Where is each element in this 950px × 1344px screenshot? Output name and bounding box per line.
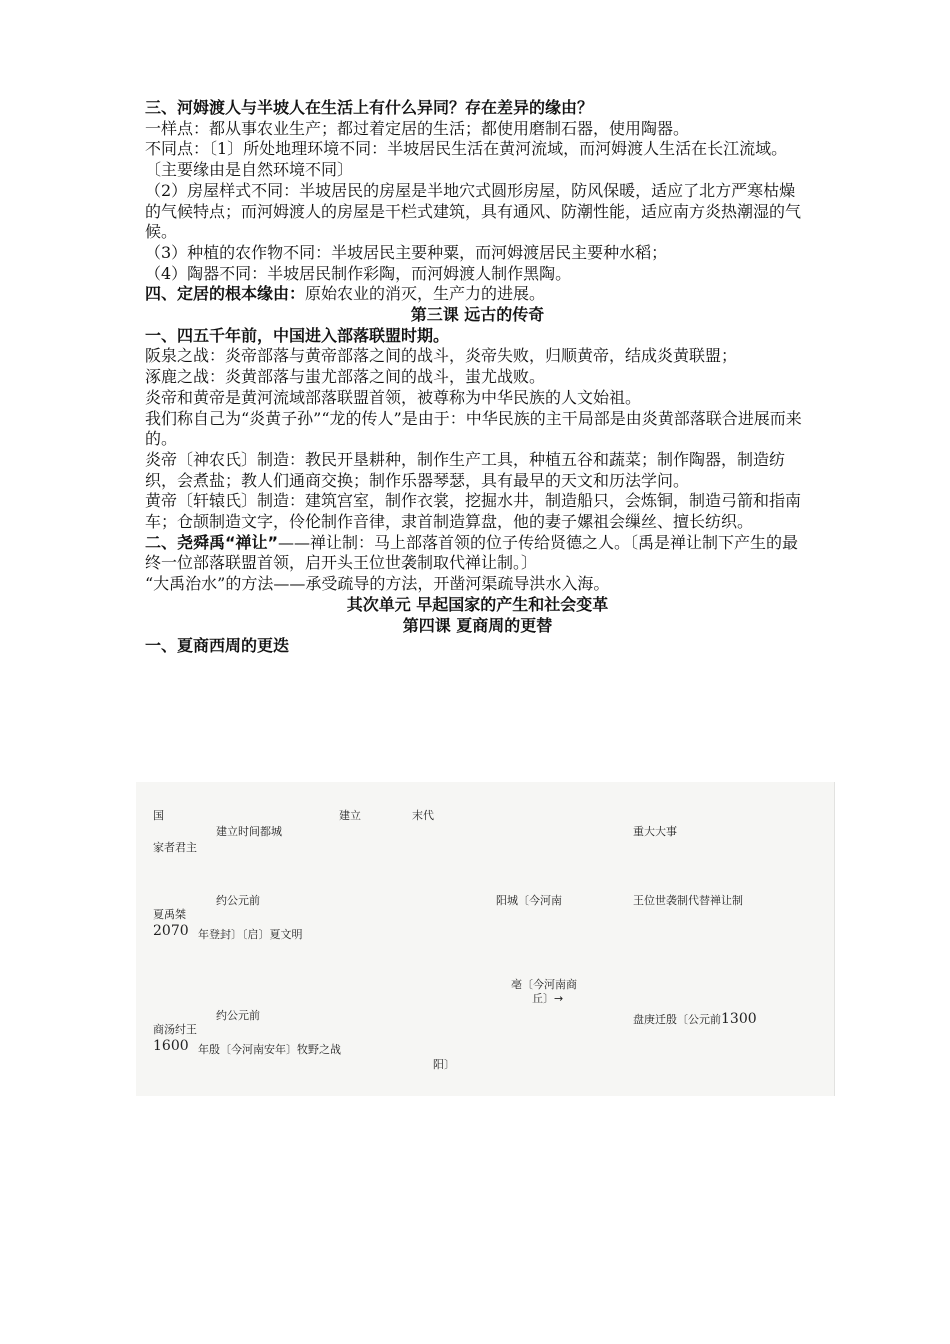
paragraph: 涿鹿之战：炎黄部落与蚩尤部落之间的战斗，蚩尤战败。 bbox=[145, 367, 546, 387]
shang-yang: 阳〕 bbox=[433, 1058, 455, 1071]
paragraph: （4）陶器不同：半坡居民制作彩陶，而河姆渡人制作黑陶。 bbox=[145, 263, 572, 283]
shang-rulers: 商汤纣王 bbox=[153, 1023, 197, 1036]
xia-event: 王位世袭制代替禅让制 bbox=[633, 894, 743, 907]
paragraph: 不同点：〔1〕所处地理环境不同：半坡居民生活在黄河流域，而河姆渡人生活在长江流域。 bbox=[145, 139, 788, 159]
unit-2-title: 其次单元 早起国家的产生和社会变革 bbox=[346, 594, 609, 614]
lesson-3-title: 第三课 远古的传奇 bbox=[410, 305, 545, 325]
document-text bbox=[145, 98, 810, 657]
table-header-jianli: 建立 bbox=[339, 809, 361, 822]
paragraph: 一样点：都从事农业生产；都过着定居的生活；都使用磨制石器，使用陶器。 bbox=[145, 118, 690, 138]
lesson-4-heading-1: 一、夏商西周的更迭 bbox=[145, 636, 290, 656]
lesson-3-heading-1: 一、四五千年前，中国进入部落联盟时期。 bbox=[145, 325, 450, 345]
paragraph bbox=[145, 533, 810, 574]
shang-event-year: 1300 bbox=[721, 1011, 757, 1027]
paragraph: “大禹治水”的方法——承受疏导的方法，开凿河渠疏导洪水入海。 bbox=[145, 574, 610, 594]
shang-capital-bo: 亳〔今河南商 bbox=[511, 978, 577, 991]
paragraph: 黄帝〔轩辕氏〕制造：建筑宫室，制作衣裳，挖掘水井，制造船只，会炼铜，制造弓箭和指南车；仓颉制造文字，伶伦制作音律，隶首制造算盘，他的妻子嫘祖会缫丝、擅长纺织。 bbox=[145, 491, 802, 532]
paragraph: （3）种植的农作物不同：半坡居民主要种粟，而河姆渡居民主要种水稻； bbox=[145, 242, 668, 262]
shang-event bbox=[633, 1011, 757, 1027]
table-header-time-capital: 建立时间都城 bbox=[216, 825, 282, 838]
table-header-jiazhe: 家者君主 bbox=[153, 841, 197, 854]
shang-year: 1600 bbox=[153, 1038, 189, 1054]
shang-rest: 年殷〔今河南安年〕牧野之战 bbox=[198, 1043, 341, 1056]
table-header-guo: 国 bbox=[153, 809, 164, 822]
xia-rest: 年登封〕〔启〕夏文明 bbox=[198, 928, 303, 941]
table-header-modai: 末代 bbox=[412, 809, 434, 822]
shang-approx: 约公元前 bbox=[216, 1009, 260, 1022]
dynasty-table bbox=[136, 782, 835, 1096]
section-heading-4: 四、定居的根本缘由： bbox=[145, 284, 306, 304]
xia-rulers: 夏禹桀 bbox=[153, 908, 186, 921]
section-4-text: 原始农业的消灭，生产力的进展。 bbox=[305, 284, 546, 304]
xia-capital: 阳城〔今河南 bbox=[496, 894, 562, 907]
shang-capital-qiu: 丘〕→ bbox=[532, 992, 564, 1005]
shang-event-text: 盘庚迁殷〔公元前 bbox=[633, 1013, 721, 1026]
paragraph: 阪泉之战：炎帝部落与黄帝部落之间的战斗，炎帝失败，归顺黄帝，结成炎黄联盟； bbox=[145, 346, 738, 366]
section-4 bbox=[145, 284, 810, 305]
paragraph: 我们称自己为“炎黄子孙”“龙的传人”是由于：中华民族的主干局部是由炎黄部落联合进展而来的。 bbox=[145, 408, 802, 449]
paragraph: 炎帝〔神农氏〕制造：教民开垦耕种，制作生产工具，种植五谷和蔬菜；制作陶器，制造纺织，会煮盐；教人们通商交换；制作乐器琴瑟，具有最早的天文和历法学问。 bbox=[145, 449, 786, 490]
xia-approx: 约公元前 bbox=[216, 894, 260, 907]
paragraph: 〔主要缘由是自然环境不同〕 bbox=[145, 160, 354, 180]
paragraph: （2）房屋样式不同：半坡居民的房屋是半地穴式圆形房屋，防风保暖，适应了北方严寒枯燥的气候特点；而河姆渡人的房屋是干栏式建筑，具有通风、防潮性能，适应南方炎热潮湿的气候。 bbox=[145, 180, 802, 242]
xia-year: 2070 bbox=[153, 923, 189, 939]
chanrang-text: ——禅让制：马上部落首领的位子传给贤德之人。〔禹是禅让制下产生的最终一位部落联盟首领，启开头王位世袭制取代禅让制。〕 bbox=[145, 532, 799, 573]
paragraph: 炎帝和黄帝是黄河流域部落联盟首领，被尊称为中华民族的人文始祖。 bbox=[145, 387, 642, 407]
table-header-events: 重大大事 bbox=[633, 825, 677, 838]
lesson-3-heading-2: 二、尧舜禹“禅让” bbox=[145, 532, 279, 552]
section-heading-3: 三、河姆渡人与半坡人在生活上有什么异同？存在差异的缘由？ bbox=[145, 98, 594, 117]
lesson-4-title: 第四课 夏商周的更替 bbox=[402, 615, 553, 635]
